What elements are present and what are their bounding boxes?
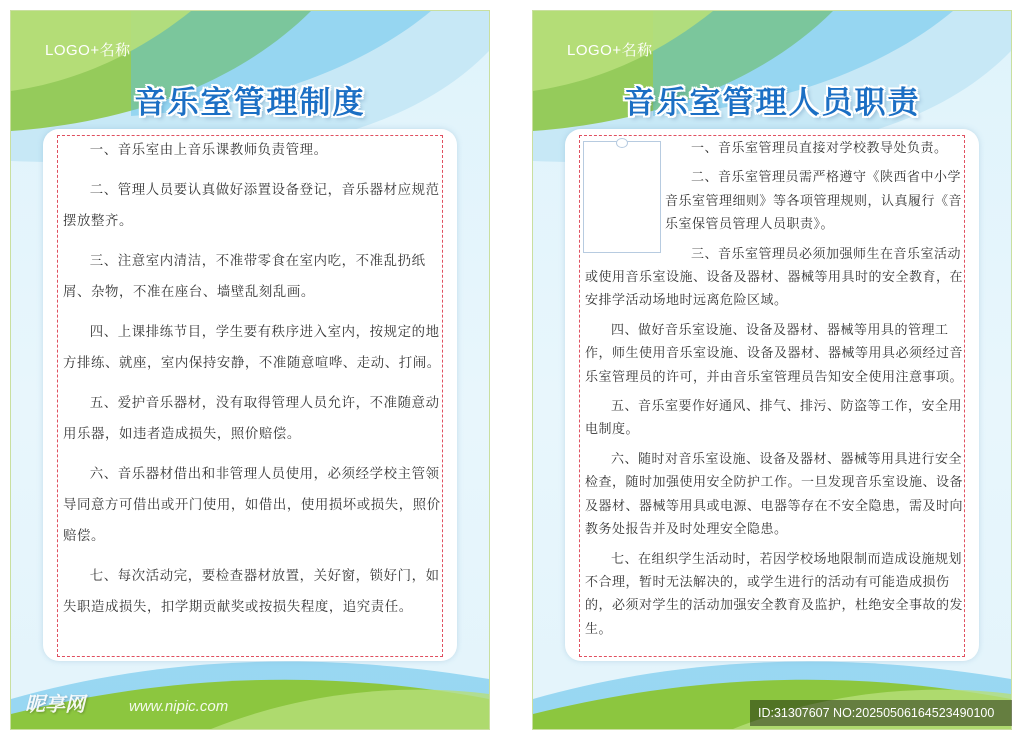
paragraph: 二、音乐室管理员需严格遵守《陕西省中小学音乐室管理细则》等各项管理规则，认真履行《音乐室保管员管理人员职责》。 [665, 170, 963, 233]
paragraph: 二、管理人员要认真做好添置设备登记，音乐器材应规范摆放整齐。 [63, 183, 440, 229]
paragraph: 三、音乐室管理员必须加强师生在音乐室活动或使用音乐室设施、设备及器材、器械等用具时的安全教育，在安排学活动场地时远离危险区域。 [585, 246, 964, 309]
paragraph: 四、上课排练节目，学生要有秩序进入室内，按规定的地方排练、就座，室内保持安静，不准随意喧哗、走动、打闹。 [63, 325, 441, 371]
paragraph: 五、音乐室要作好通风、排气、排污、防盗等工作，安全用电制度。 [585, 399, 963, 438]
paragraph: 七、每次活动完，要检查器材放置，关好窗，锁好门，如失职造成损失，扣学期贡献奖或按损失程度，追究责任。 [63, 569, 440, 615]
logo-placeholder: LOGO+名称 [567, 42, 653, 59]
poster-title: 音乐室管理制度 [134, 85, 366, 121]
image-id-bar: ID:31307607 NO:20250506164523490100 [750, 700, 1012, 726]
rules-text [63, 135, 443, 632]
paragraph: 一、音乐室管理员直接对学校教导处负责。 [691, 141, 948, 156]
duties-text [585, 137, 965, 647]
paragraph: 四、做好音乐室设施、设备及器材、器械等用具的管理工作，师生使用音乐室设施、设备及器材、器械等用具必须经过音乐室管理员的许可，并由音乐室管理员告知安全使用注意事项。 [585, 322, 964, 385]
paragraph: 六、随时对音乐室设施、设备及器材、器械等用具进行安全检查，随时加强使用安全防护工作。一旦发现音乐室设施、设备及器材、器械等用具或电源、电器等存在不安全隐患，需及时向教务处报告并及时处理安全隐患。 [585, 451, 964, 538]
watermark-brand: 昵享网 [25, 692, 85, 716]
poster-music-room-rules [10, 10, 490, 730]
logo-placeholder: LOGO+名称 [45, 42, 131, 59]
photo-spacer [585, 137, 665, 249]
paragraph: 六、音乐器材借出和非管理人员使用，必须经学校主管领导同意方可借出或开门使用，如借出，使用损坏或损失，照价赔偿。 [63, 467, 441, 544]
paragraph: 五、爱护音乐器材，没有取得管理人员允许，不准随意动用乐器，如违者造成损失，照价赔偿。 [63, 396, 440, 442]
poster-staff-duties [532, 10, 1012, 730]
paragraph: 一、音乐室由上音乐课教师负责管理。 [89, 143, 328, 158]
paragraph: 三、注意室内清洁，不准带零食在室内吃，不准乱扔纸屑、杂物，不准在座台、墙壁乱刻乱画。 [63, 254, 426, 300]
paragraph: 七、在组织学生活动时，若因学校场地限制而造成设施规划不合理，暂时无法解决的，或学生进行的活动有可能造成损伤的，必须对学生的活动加强安全教育及监护，杜绝安全事故的发生。 [585, 551, 964, 637]
watermark-url: www.nipic.com [129, 698, 229, 715]
poster-title: 音乐室管理人员职责 [623, 85, 921, 121]
